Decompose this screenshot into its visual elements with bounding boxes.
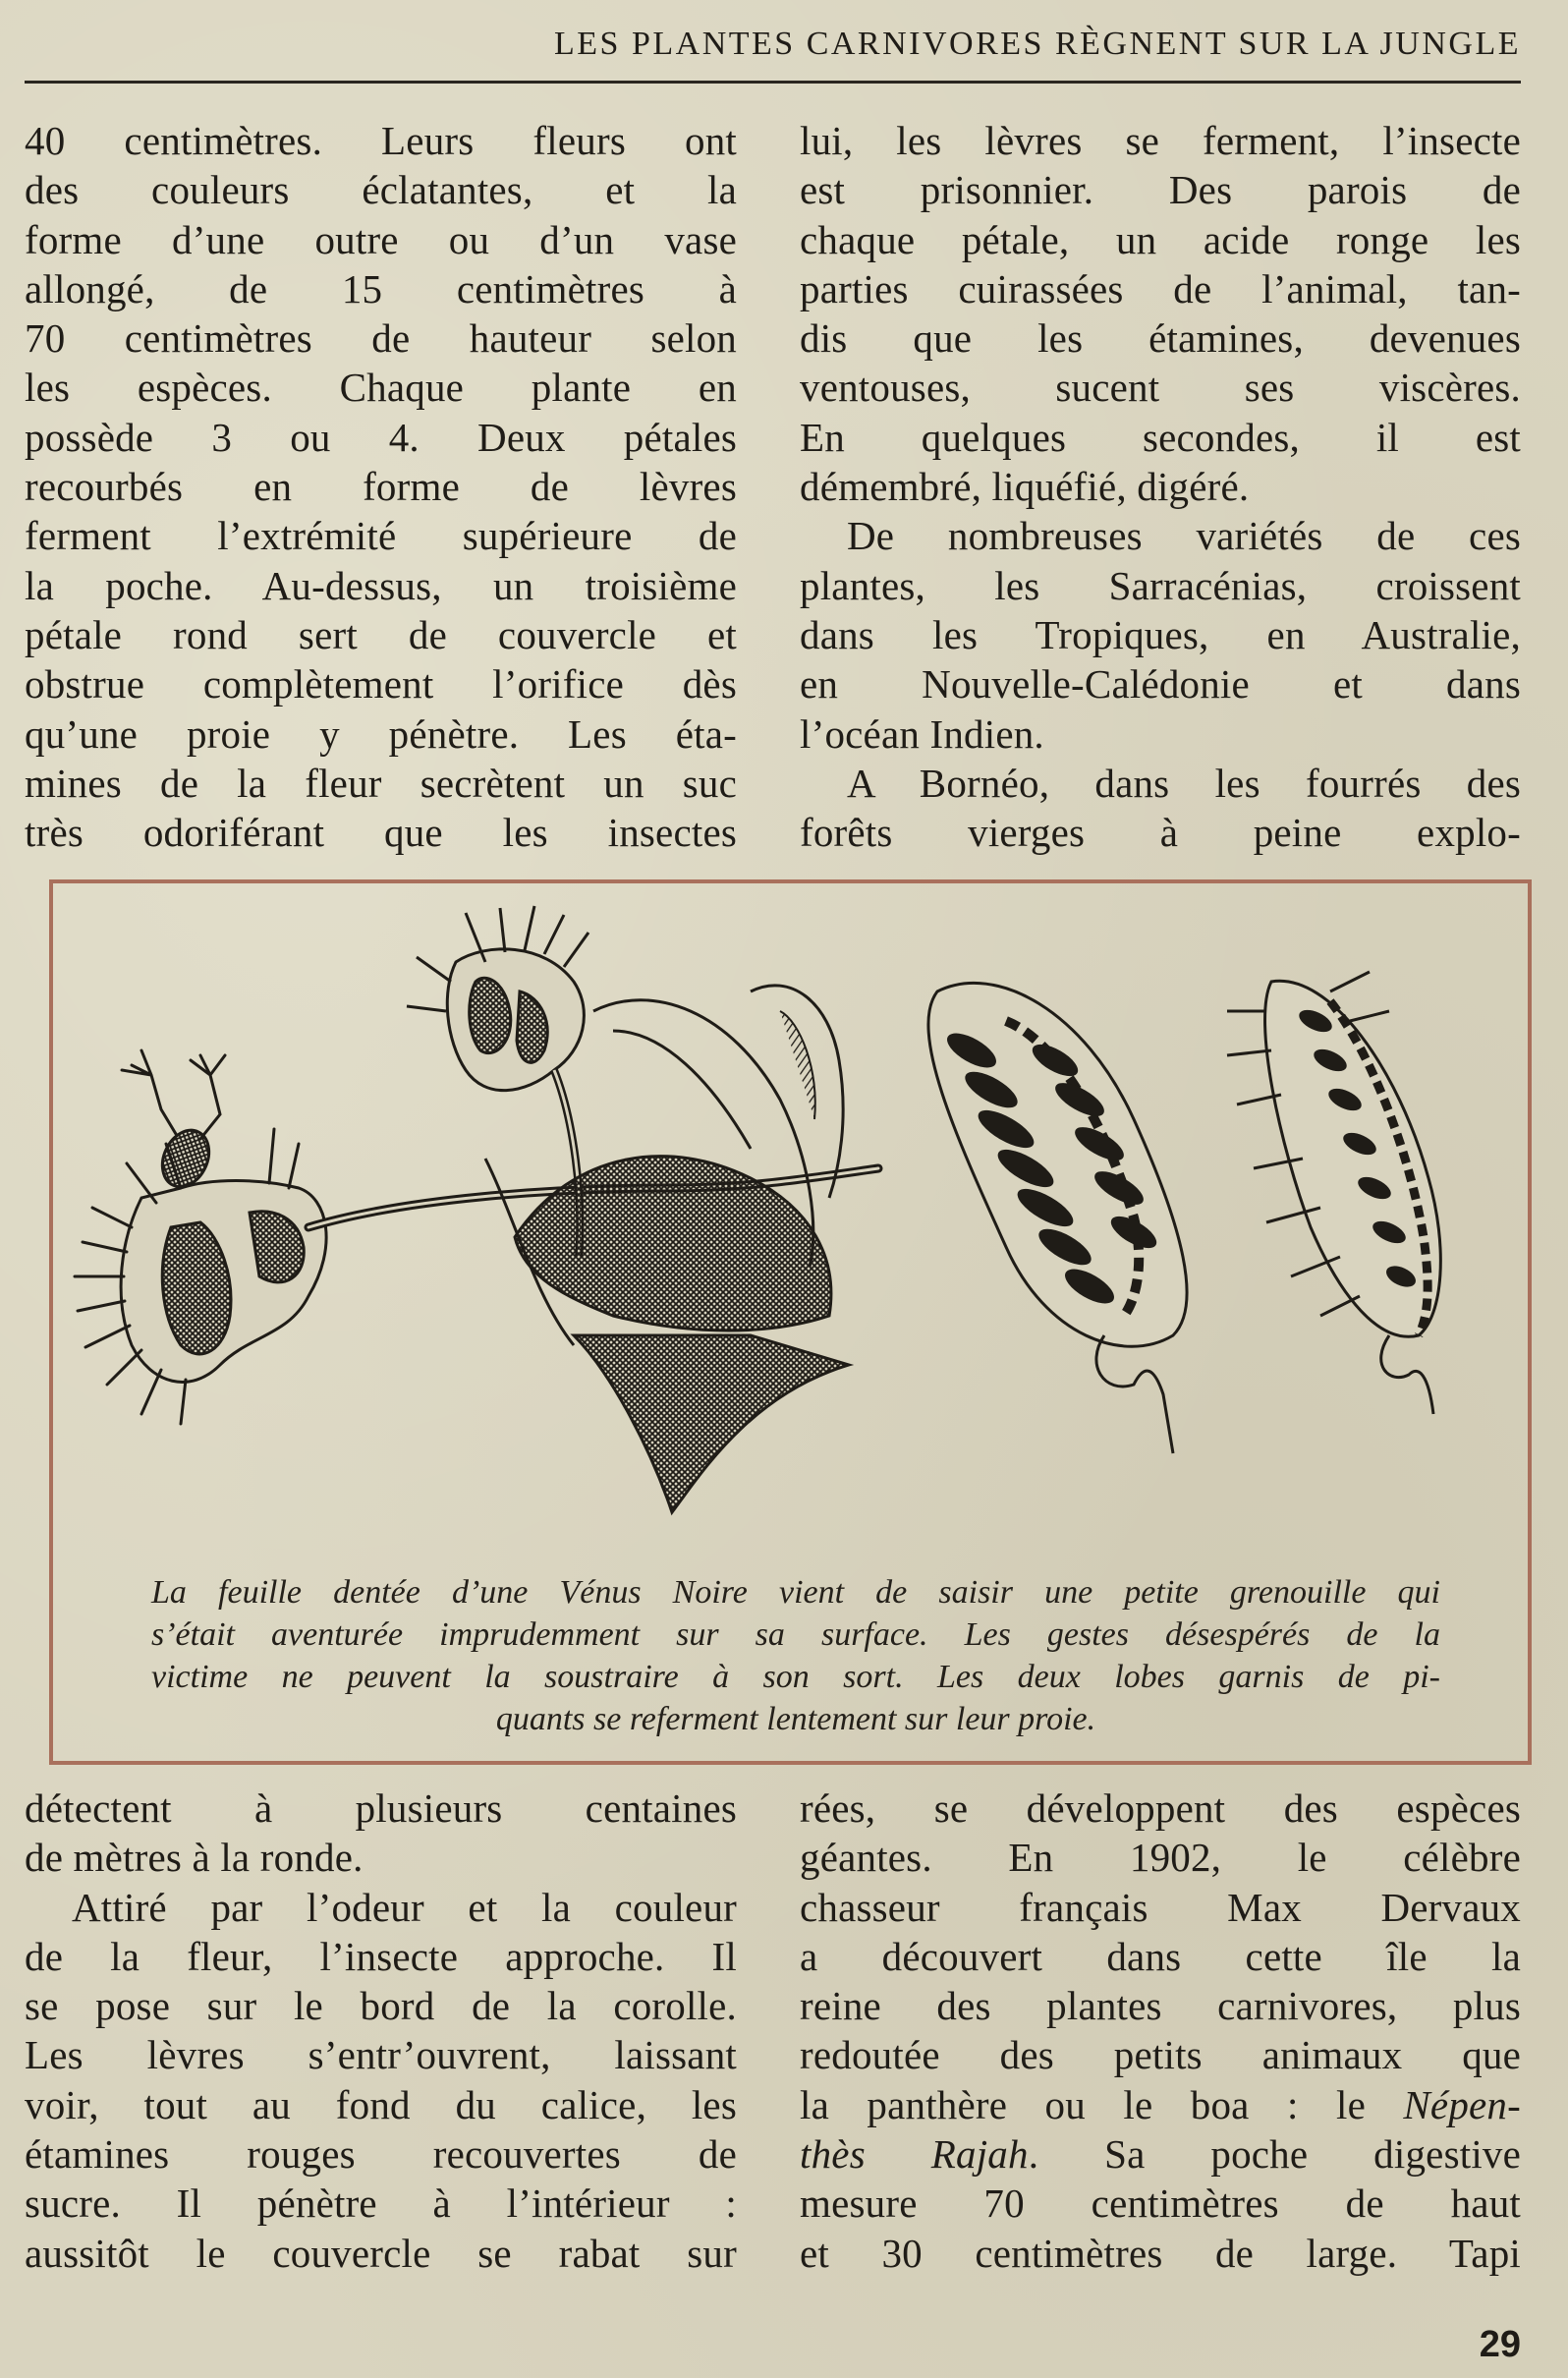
text-line: forêts vierges à peine explo- <box>800 810 1521 856</box>
text-line: qu’une proie y pénètre. Les éta- <box>25 710 737 757</box>
text-line: recourbés en forme de lèvres <box>25 464 737 510</box>
text-line: pétale rond sert de couvercle et <box>25 611 737 657</box>
top-right-column <box>800 116 1521 857</box>
caption-line: victime ne peuvent la soustraire à son sort. Les deux lobes garnis de pi- <box>151 1659 1440 1695</box>
text-line: démembré, liquéfié, digéré. <box>800 464 1250 510</box>
text-line: mines de la fleur secrètent un suc <box>25 760 737 806</box>
text-line: la poche. Au-dessus, un troisième <box>25 562 737 608</box>
text-line: ventouses, sucent ses viscères. <box>800 365 1521 411</box>
species-name-italic: thès Rajah <box>800 2131 1029 2178</box>
text-line: reine des plantes carnivores, plus <box>800 1983 1521 2029</box>
caption-line: s’était aventurée imprudemment sur sa surface. Les gestes désespérés de la <box>151 1616 1440 1653</box>
text-line: ferment l’extrémité supérieure de <box>25 513 737 559</box>
text-line: est prisonnier. Des parois de <box>800 167 1521 213</box>
species-name-italic: Népen- <box>1403 2081 1521 2127</box>
closed-trap-small <box>1227 972 1440 1414</box>
paragraph-start-line: De nombreuses variétés de ces <box>847 513 1521 559</box>
text-line: 40 centimètres. Leurs fleurs ont <box>25 118 737 163</box>
text-line: en Nouvelle-Calédonie et dans <box>800 661 1521 708</box>
text-line: chasseur français Max Dervaux <box>800 1884 1521 1930</box>
text-line: a découvert dans cette île la <box>800 1933 1521 1979</box>
paragraph-start-line: A Bornéo, dans les fourrés des <box>847 760 1521 806</box>
text-line: et 30 centimètres de large. Tapi <box>800 2230 1521 2276</box>
text-line: de mètres à la ronde. <box>25 1835 364 1881</box>
text-line: lui, les lèvres se ferment, l’insecte <box>800 118 1521 163</box>
text-line: détectent à plusieurs centaines <box>25 1785 737 1831</box>
figure-caption <box>151 1571 1440 1740</box>
text-line: obstrue complètement l’orifice dès <box>25 661 737 708</box>
text-line: 70 centimètres de hauteur selon <box>25 315 737 362</box>
text-line: les espèces. Chaque plante en <box>25 365 737 411</box>
closed-trap-large <box>928 983 1187 1453</box>
text-line: dans les Tropiques, en Australie, <box>800 611 1521 657</box>
text-line: aussitôt le couvercle se rabat sur <box>25 2230 737 2276</box>
text-line: parties cuirassées de l’animal, tan- <box>800 265 1521 311</box>
text-line: En quelques secondes, il est <box>800 414 1521 460</box>
text-line: rées, se développent des espèces <box>800 1785 1521 1831</box>
text-line: forme d’une outre ou d’un vase <box>25 216 737 262</box>
caption-line: quants se referment lentement sur leur proie. <box>495 1701 1096 1737</box>
text-line: Les lèvres s’entr’ouvrent, laissant <box>25 2032 737 2078</box>
text-line <box>800 2080 1521 2129</box>
bottom-right-column <box>800 1784 1521 2278</box>
text-line: sucre. Il pénètre à l’intérieur : <box>25 2180 737 2227</box>
caption-line: La feuille dentée d’une Vénus Noire vient de saisir une petite grenouille qui <box>151 1574 1440 1611</box>
text-line: se pose sur le bord de la corolle. <box>25 1983 737 2029</box>
venus-flytrap-illustration <box>63 903 1522 1532</box>
text-line: de la fleur, l’insecte approche. Il <box>25 1933 737 1979</box>
text-fragment: la panthère ou le boa : le <box>800 2081 1404 2127</box>
text-line: allongé, de 15 centimètres à <box>25 265 737 311</box>
text-line: très odoriférant que les insectes <box>25 810 737 856</box>
paragraph-start-line: Attiré par l’odeur et la couleur <box>72 1884 737 1930</box>
text-line: l’océan Indien. <box>800 710 1044 757</box>
text-line: plantes, les Sarracénias, croissent <box>800 562 1521 608</box>
top-left-column <box>25 116 737 857</box>
text-line: mesure 70 centimètres de haut <box>800 2180 1521 2227</box>
text-line: étamines rouges recouvertes de <box>25 2131 737 2178</box>
running-header <box>25 18 1521 84</box>
bottom-left-column <box>25 1784 737 2278</box>
figure-frame <box>49 879 1532 1765</box>
text-line <box>800 2129 1521 2179</box>
text-line: voir, tout au fond du calice, les <box>25 2081 737 2127</box>
text-line: chaque pétale, un acide ronge les <box>800 216 1521 262</box>
text-line: des couleurs éclatantes, et la <box>25 167 737 213</box>
text-line: dis que les étamines, devenues <box>800 315 1521 362</box>
text-fragment: . Sa poche digestive <box>1028 2131 1522 2178</box>
running-title: LES PLANTES CARNIVORES RÈGNENT SUR LA JUNGLE <box>554 26 1521 62</box>
page-number: 29 <box>1479 2324 1521 2365</box>
text-line: redoutée des petits animaux que <box>800 2032 1521 2078</box>
text-line: géantes. En 1902, le célèbre <box>800 1835 1521 1881</box>
text-line: possède 3 ou 4. Deux pétales <box>25 414 737 460</box>
